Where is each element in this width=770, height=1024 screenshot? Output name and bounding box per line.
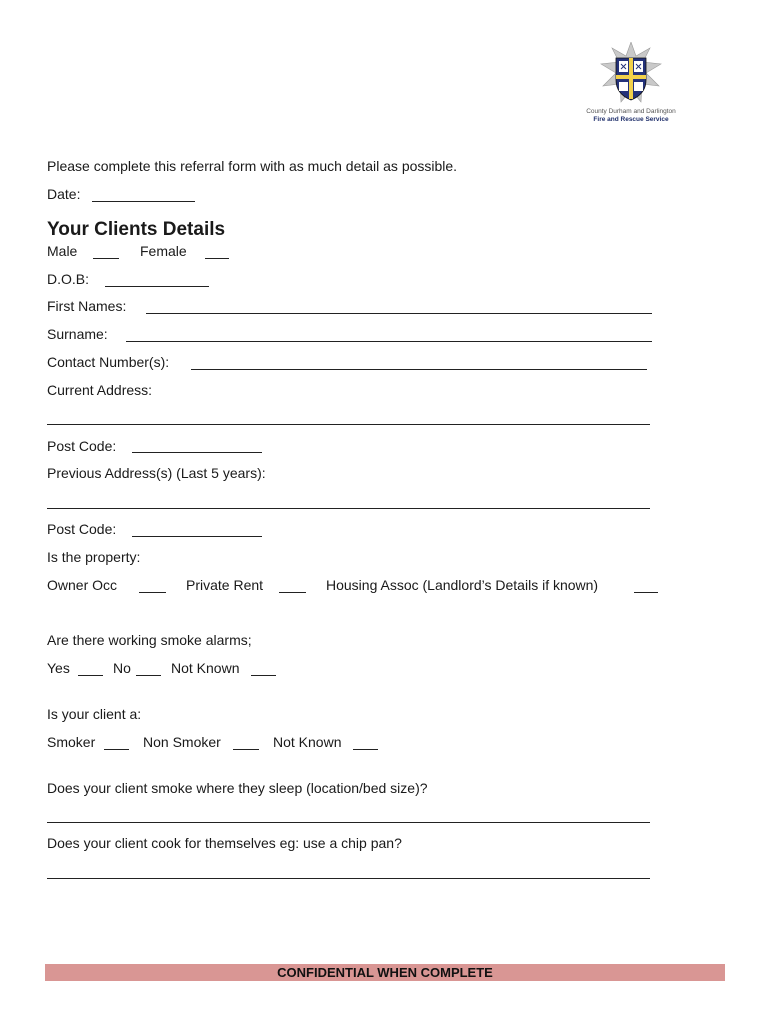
cook-question: Does your client cook for themselves eg: use a chip pan? [47,835,402,851]
previous-address-label: Previous Address(s) (Last 5 years): [47,465,266,481]
surname-label: Surname: [47,326,108,342]
section-title: Your Clients Details [47,219,226,240]
contact-field[interactable] [191,369,647,370]
housing-assoc-field[interactable] [634,592,658,593]
first-names-field[interactable] [146,313,652,314]
alarms-yes-field[interactable] [78,675,103,676]
surname-field[interactable] [126,341,652,342]
dob-label: D.O.B: [47,271,90,287]
confidential-banner: CONFIDENTIAL WHEN COMPLETE [45,964,725,981]
owner-occ-label: Owner Occ [47,577,118,593]
org-name-line2: Fire and Rescue Service [593,116,669,123]
smoke-sleep-question: Does your client smoke where they sleep (location/bed size)? [47,780,428,796]
non-smoker-label: Non Smoker [143,734,221,750]
client-not-known-field[interactable] [353,749,378,750]
alarms-yes-label: Yes [47,660,70,676]
smoker-label: Smoker [47,734,96,750]
female-label: Female [140,243,187,259]
current-address-field[interactable] [47,424,650,425]
logo [584,42,678,126]
private-rent-field[interactable] [279,592,306,593]
contact-label: Contact Number(s): [47,354,170,370]
client-type-question: Is your client a: [47,706,142,722]
client-not-known-label: Not Known [273,734,342,750]
post-code-field[interactable] [132,452,262,453]
male-field[interactable] [93,258,119,259]
date-field[interactable] [92,201,195,202]
crest-icon [597,42,665,108]
smoker-field[interactable] [104,749,129,750]
private-rent-label: Private Rent [186,577,264,593]
previous-post-code-field[interactable] [132,536,262,537]
first-names-label: First Names: [47,298,127,314]
alarms-no-field[interactable] [136,675,161,676]
smoke-alarms-question: Are there working smoke alarms; [47,632,252,648]
dob-field[interactable] [105,286,209,287]
alarms-not-known-field[interactable] [251,675,276,676]
non-smoker-field[interactable] [233,749,259,750]
post-code-label: Post Code: [47,438,117,454]
cook-field[interactable] [47,878,650,879]
current-address-label: Current Address: [47,382,153,398]
date-label: Date: [47,186,81,202]
male-label: Male [47,243,78,259]
alarms-not-known-label: Not Known [171,660,240,676]
female-field[interactable] [205,258,229,259]
housing-assoc-label: Housing Assoc (Landlord’s Details if known) [326,577,599,593]
previous-post-code-label: Post Code: [47,521,117,537]
org-name-line1: County Durham and Darlington [586,108,676,115]
owner-occ-field[interactable] [139,592,166,593]
smoke-sleep-field[interactable] [47,822,650,823]
property-question: Is the property: [47,549,141,565]
previous-address-field[interactable] [47,508,650,509]
alarms-no-label: No [113,660,131,676]
intro-text: Please complete this referral form with as much detail as possible. [47,158,458,174]
